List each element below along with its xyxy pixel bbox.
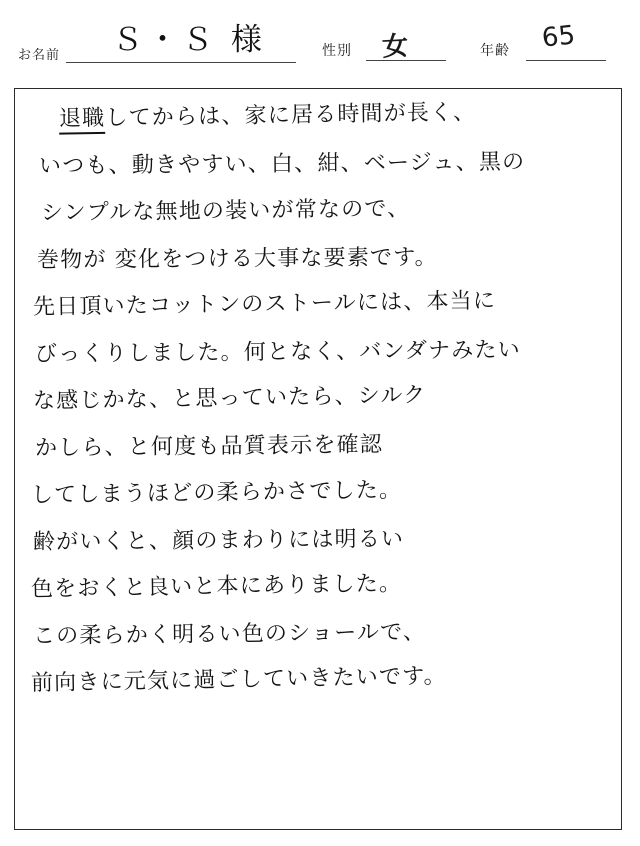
name-value: Ｓ・Ｓ 様	[112, 22, 266, 58]
name-underline	[66, 62, 296, 63]
gender-underline	[366, 60, 446, 61]
answer-line: シンプルな無地の装いが常なので、	[40, 196, 411, 226]
answer-line: な感じかな、と思っていたら、シルク	[32, 382, 427, 415]
answer-line: してしまうほどの柔らかさでした。	[30, 477, 403, 509]
answer-line: かしら、と何度も品質表示を確認	[34, 432, 384, 462]
answer-line: 色をおくと良いと本にありました。	[30, 571, 403, 603]
answer-line: びっくりしました。何となく、バンダナみたい	[34, 337, 521, 368]
form-header	[0, 0, 640, 76]
underlined-word: 退職	[59, 106, 106, 135]
gender-value: 女	[381, 31, 409, 63]
answer-line: 巻物が 変化をつける大事な要素です。	[36, 245, 438, 273]
age-value: 65	[540, 20, 577, 54]
name-label: お名前	[18, 48, 61, 63]
age-label: 年齢	[480, 43, 510, 59]
answer-line: この柔らかく明るい色のショールで、	[32, 619, 427, 650]
age-underline	[526, 60, 606, 61]
answer-line: 齢がいくと、顔のまわりには明るい	[32, 526, 405, 556]
handwritten-answer-box	[14, 88, 622, 830]
answer-line: 先日頂いたコットンのストールには、本当に	[32, 288, 497, 321]
answer-line: いつも、動きやすい、白、紺、ベージュ、黒の	[38, 149, 526, 179]
answer-text	[30, 100, 607, 716]
answer-line: 前向きに元気に過ごしていきたいです。	[30, 663, 447, 697]
answer-line: 退職してからは、家に居る時間が長く、	[59, 96, 622, 135]
gender-label: 性別	[322, 43, 352, 59]
